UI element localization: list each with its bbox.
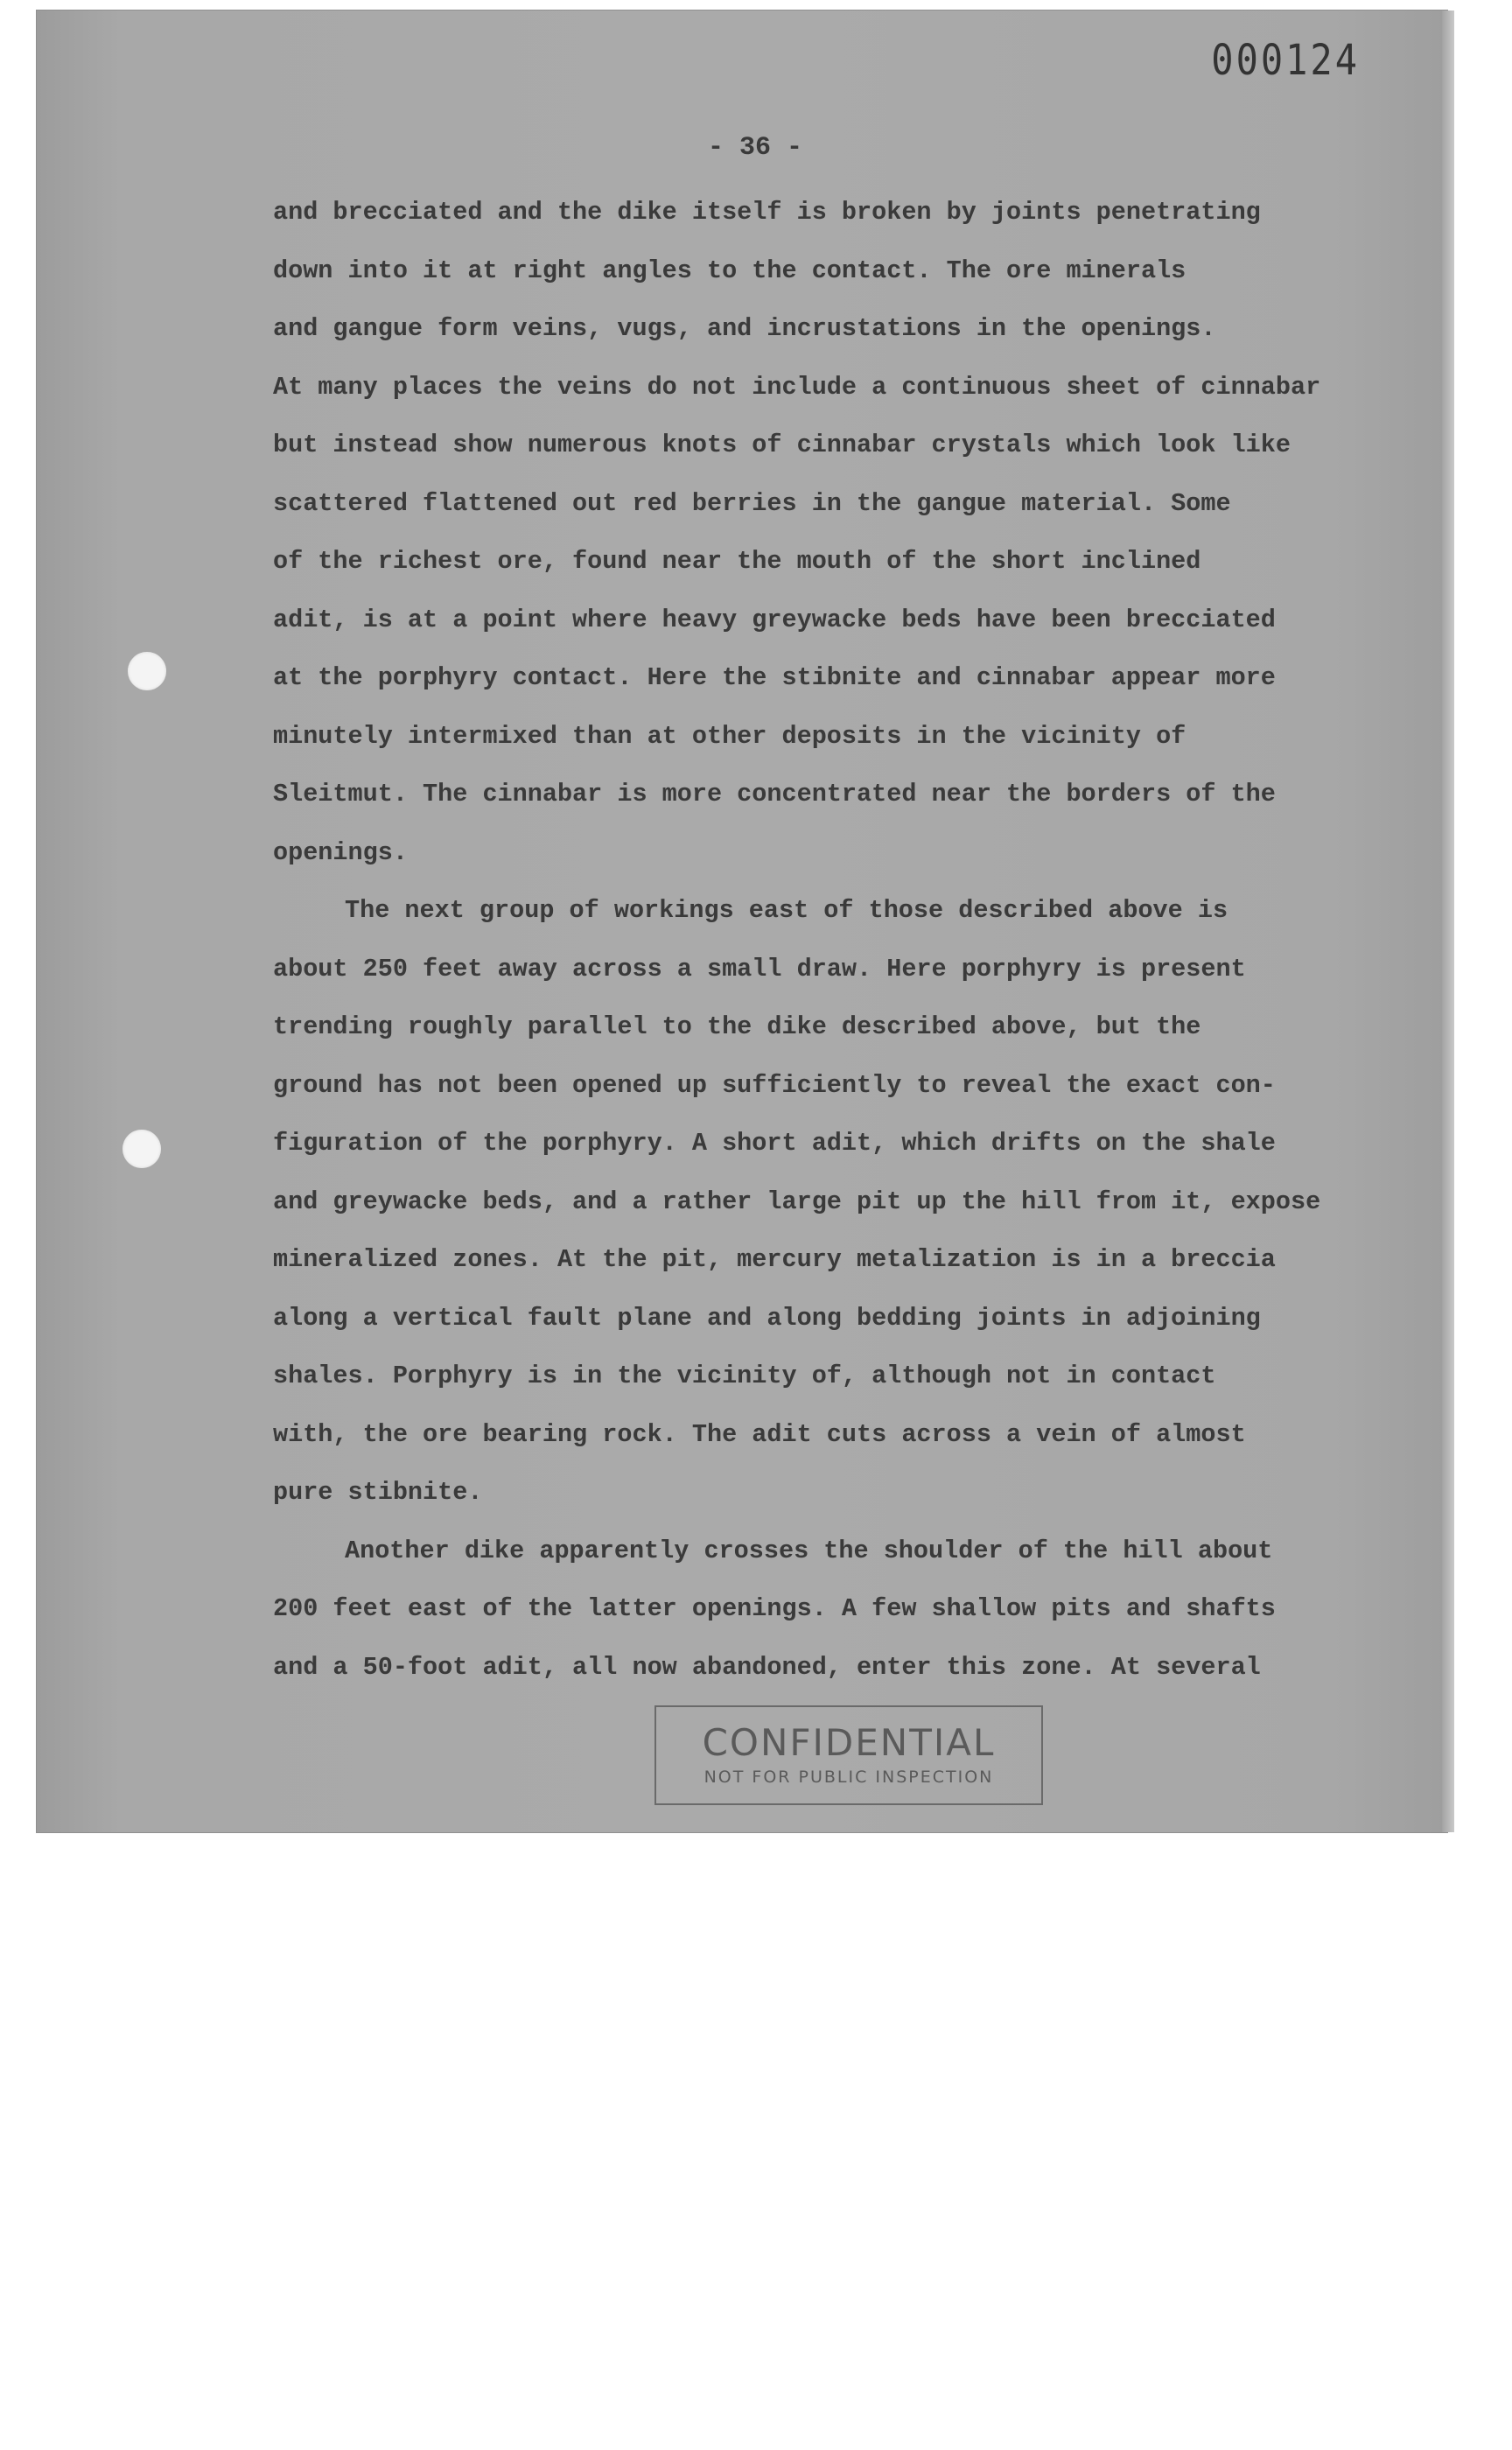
text-line: pure stibnite. <box>273 1478 483 1507</box>
text-line: and greywacke beds, and a rather large pit up the hill from it, expose <box>273 1186 1321 1216</box>
stamp-title: CONFIDENTIAL <box>702 1721 996 1764</box>
text-line: At many places the veins do not include a continuous sheet of cinnabar <box>273 372 1321 402</box>
text-line: down into it at right angles to the contact. The ore minerals <box>273 256 1186 285</box>
text-line: minutely intermixed than at other deposits in the vicinity of <box>273 721 1186 751</box>
confidential-stamp <box>654 1705 1043 1805</box>
stamp-subtitle: NOT FOR PUBLIC INSPECTION <box>704 1768 994 1787</box>
text-line: about 250 feet away across a small draw. Here porphyry is present <box>273 954 1246 984</box>
text-line: scattered flattened out red berries in the gangue material. Some <box>273 488 1231 518</box>
page-number: - 36 - <box>707 133 803 163</box>
text-line: but instead show numerous knots of cinnabar crystals which look like <box>273 430 1291 459</box>
text-line: mineralized zones. At the pit, mercury metalization is in a breccia <box>273 1245 1276 1274</box>
text-line: and gangue form veins, vugs, and incrustations in the openings. <box>273 314 1216 343</box>
text-line: adit, is at a point where heavy greywacke beds have been brecciated <box>273 605 1276 634</box>
text-line: shales. Porphyry is in the vicinity of, although not in contact <box>273 1362 1216 1390</box>
text-line: openings. <box>273 837 408 867</box>
text-line: ground has not been opened up sufficiently to reveal the exact con- <box>273 1070 1276 1100</box>
text-line: figuration of the porphyry. A short adit, which drifts on the shale <box>273 1129 1276 1158</box>
document-number: 000124 <box>1211 35 1360 85</box>
text-line: at the porphyry contact. Here the stibnite and cinnabar appear more <box>273 663 1276 692</box>
body-text <box>273 184 1358 1697</box>
punch-hole-top <box>128 652 166 690</box>
text-line: with, the ore bearing rock. The adit cuts across a vein of almost <box>273 1419 1246 1449</box>
text-line: Sleitmut. The cinnabar is more concentrated near the borders of the <box>273 780 1276 808</box>
text-line: and a 50-foot adit, all now abandoned, enter this zone. At several <box>273 1652 1261 1682</box>
text-line: of the richest ore, found near the mouth of the short inclined <box>273 547 1201 576</box>
text-line: 200 feet east of the latter openings. A few shallow pits and shafts <box>273 1594 1276 1623</box>
scanned-page <box>37 10 1447 1832</box>
punch-hole-bottom <box>122 1130 161 1168</box>
text-line: along a vertical fault plane and along bedding joints in adjoining <box>273 1303 1261 1333</box>
text-line: Another dike apparently crosses the shoulder of the hill about <box>345 1536 1273 1565</box>
text-line: and brecciated and the dike itself is broken by joints penetrating <box>273 198 1261 227</box>
text-line: trending roughly parallel to the dike described above, but the <box>273 1012 1201 1041</box>
text-line: The next group of workings east of those described above is <box>345 896 1228 925</box>
